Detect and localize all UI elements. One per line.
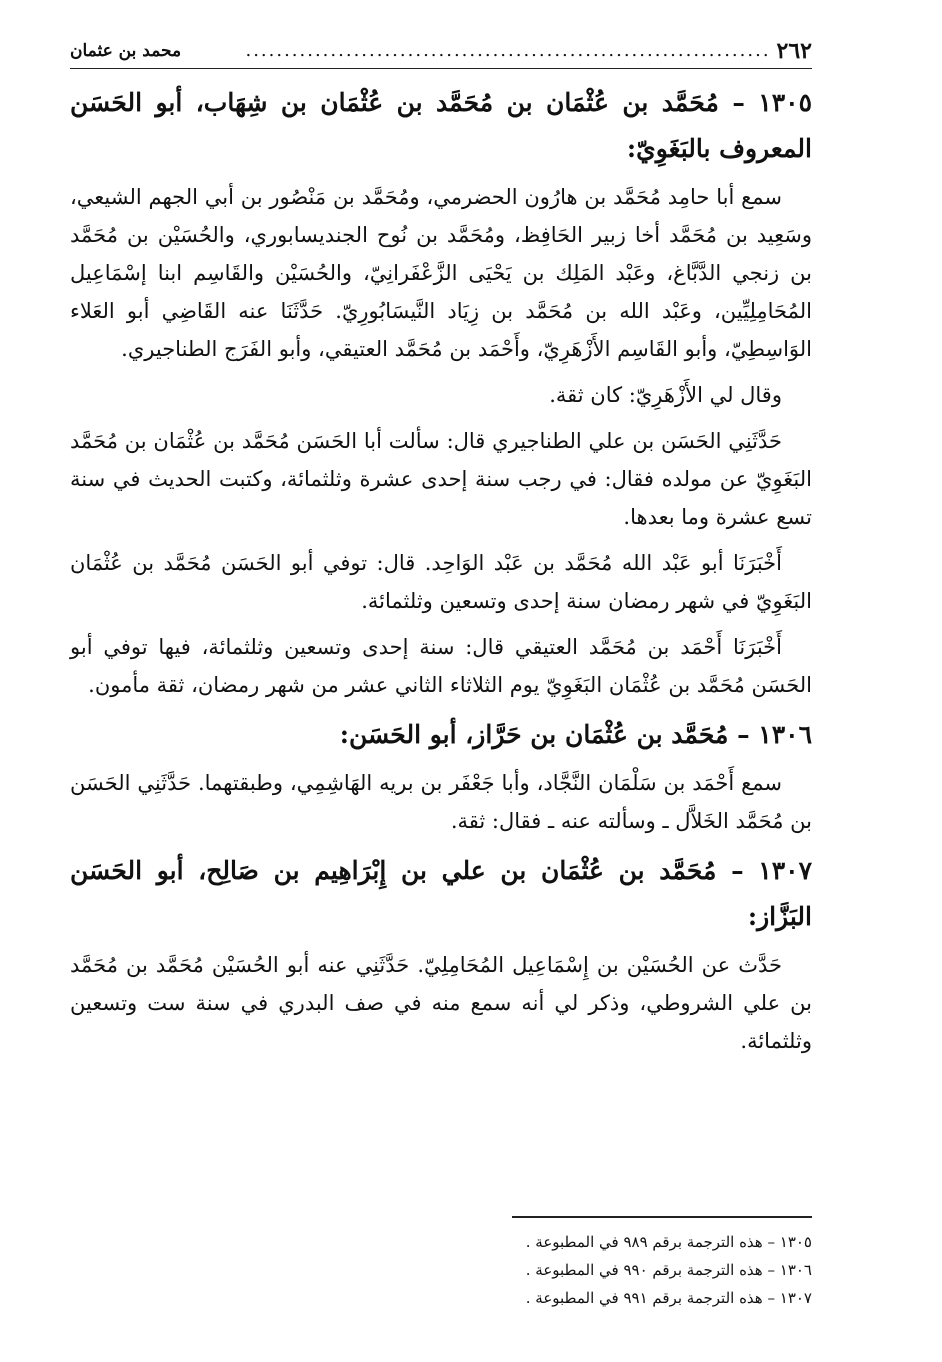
header-dot-leader: .................................................................... [245,42,771,60]
footnote-divider [512,1216,812,1218]
entry-paragraph: سمع أَحْمَد بن سَلْمَان النَّجَّاد، وأبا جَعْفَر بن بريه الهَاشِمِي، وطبقتهما. حَدَّثَنِي الحَسَن بن مُحَمَّد الخَلاَّل ـ وسألته عنه ـ فقال: ثقة. [70,771,812,833]
entry-title: ١٣٠٧ – مُحَمَّد بن عُثْمَان بن علي بن إِبْرَاهِيم بن صَالِح، أبو الحَسَن البَزَّاز: [70,856,812,931]
main-text [70,80,812,1068]
entry-paragraph: حَدَّثَنِي الحَسَن بن علي الطناجيري قال: سألت أبا الحَسَن مُحَمَّد بن عُثْمَان بن مُحَمَّد البَغَوِيّ عن مولده فقال: في رجب سنة إحدى عشرة وثلثمائة، وكتبت الحديث في سنة تسع عشرة وما بعدها. [70,429,812,529]
footnote: ١٣٠٧ – هذه الترجمة برقم ٩٩١ في المطبوعة . [525,1289,812,1307]
entry-1307 [70,848,812,1060]
entry-1306 [70,712,812,840]
entry-title: ١٣٠٦ – مُحَمَّد بن عُثْمَان بن حَرَّاز، أبو الحَسَن: [339,720,812,749]
entry-paragraph: أَخْبَرَنَا أبو عَبْد الله مُحَمَّد بن عَبْد الوَاحِد. قال: توفي أبو الحَسَن مُحَمَّد بن عُثْمَان البَغَوِيّ في شهر رمضان سنة إحدى وتسعين وثلثمائة. [70,551,812,613]
footnotes [512,1216,812,1312]
page-number: ٢٦٢ [776,38,812,64]
running-title: محمد بن عثمان [70,41,182,61]
entry-paragraph: حَدَّث عن الحُسَيْن بن إِسْمَاعِيل المُحَامِلِيّ. حَدَّثَنِي عنه أبو الحُسَيْن مُحَمَّد بن مُحَمَّد بن علي الشروطي، وذكر لي أنه سمع منه في صف البدري في سنة ست وتسعين وثلثمائة. [70,953,812,1053]
entry-title: ١٣٠٥ – مُحَمَّد بن عُثْمَان بن مُحَمَّد بن عُثْمَان بن شِهَاب، أبو الحَسَن المعروف بالبَغَوِيّ: [70,88,812,163]
footnote: ١٣٠٥ – هذه الترجمة برقم ٩٨٩ في المطبوعة . [525,1233,812,1251]
entry-paragraph: سمع أبا حامِد مُحَمَّد بن هارُون الحضرمي، ومُحَمَّد بن مَنْصُور بن أبي الجهم الشيعي، وسَعِيد بن مُحَمَّد أخا زبير الحَافِظ، ومُحَمَّد بن نُوح الجنديسابوري، والحُسَيْن بن مُحَمَّد بن زنجي الدَّبَّاغ، وعَبْد المَلِك بن يَحْيَى الزَّعْفَرانِيّ، والحُسَيْن والقَاسِم ابنا إسْمَاعِيل المُحَامِلِيِّين، وعَبْد الله بن مُحَمَّد بن زِيَاد النَّيسَابُورِيّ. حَدَّثَنَا عنه القَاضِي أبو العَلاء الوَاسِطِيّ، وأبو القَاسِم الأَزْهَرِيّ، وأَحْمَد بن مُحَمَّد العتيقي، وأبو الفَرَج الطناجيري. [70,185,812,361]
entry-1305 [70,80,812,704]
footnote: ١٣٠٦ – هذه الترجمة برقم ٩٩٠ في المطبوعة . [525,1261,812,1279]
entry-paragraph: وقال لي الأَزْهَرِيّ: كان ثقة. [549,383,782,407]
page-header [70,34,812,69]
entry-paragraph: أَخْبَرَنَا أَحْمَد بن مُحَمَّد العتيقي قال: سنة إحدى وتسعين وثلثمائة، فيها توفي أبو الحَسَن مُحَمَّد بن عُثْمَان البَغَوِيّ يوم الثلاثاء الثاني عشر من شهر رمضان، ثقة مأمون. [70,635,812,697]
